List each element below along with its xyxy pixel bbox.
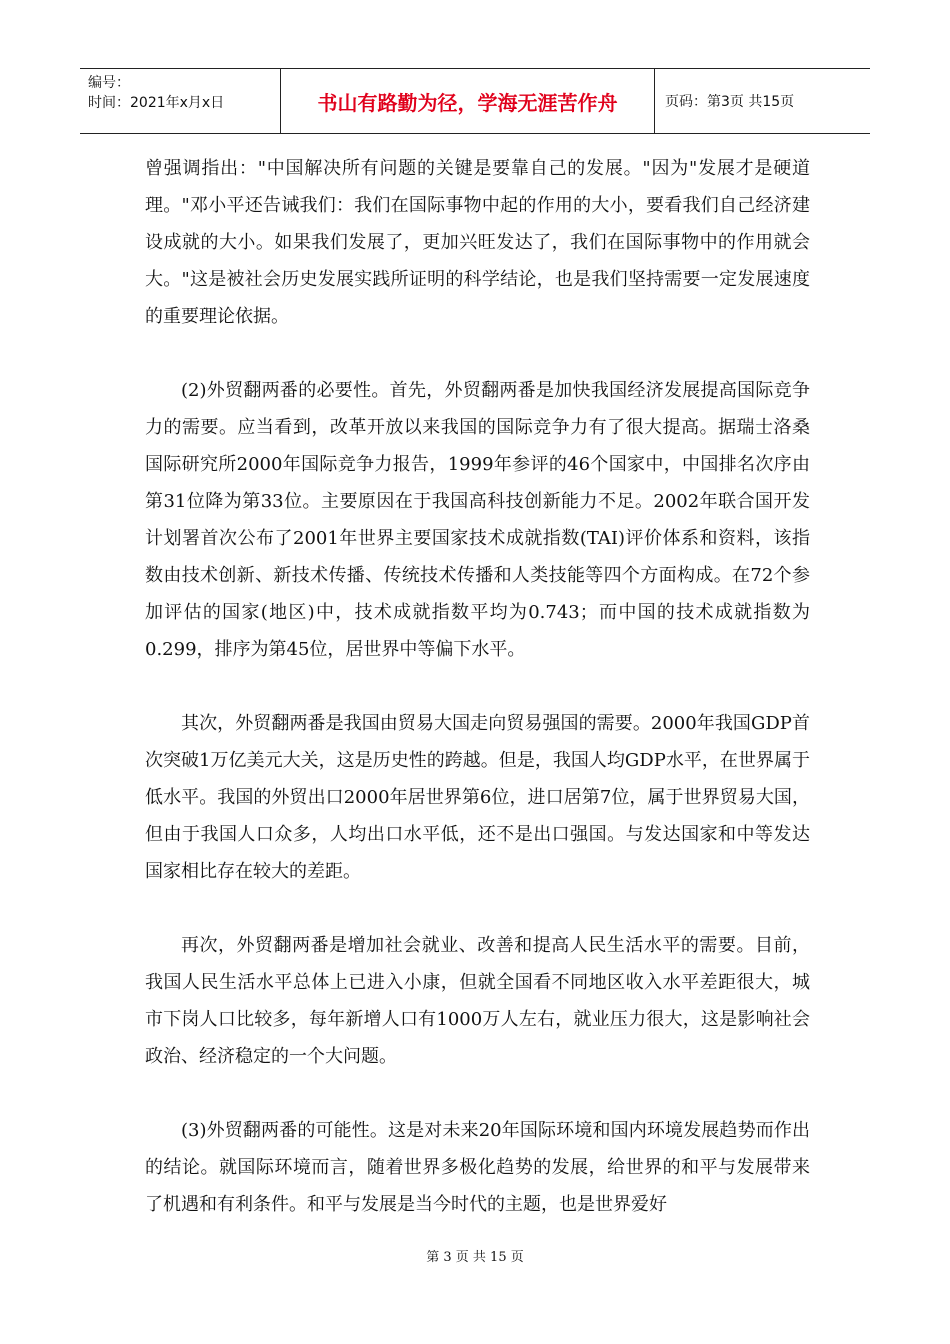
- document-date: 时间：2021年x月x日: [88, 95, 225, 111]
- page-header: [80, 68, 870, 134]
- header-motto: 书山有路勤为径，学海无涯苦作舟: [280, 69, 655, 133]
- paragraph-second-reason: 其次，外贸翻两番是我国由贸易大国走向贸易强国的需要。2000年我国GDP首次突破1万亿美元大关，这是历史性的跨越。但是，我国人均GDP水平，在世界属于低水平。我国的外贸出口2000年居世界第6位，进口居第7位，属于世界贸易大国，但由于我国人口众多，人均出口水平低，还不是出口强国。与发达国家和中等发达国家相比存在较大的差距。: [145, 713, 810, 882]
- header-meta: [80, 69, 280, 133]
- document-number-label: 编号：: [88, 75, 130, 91]
- header-page-info: 页码：第3页 共15页: [665, 94, 795, 110]
- document-body: [145, 150, 810, 1223]
- paragraph-continuation: 曾强调指出："中国解决所有问题的关键是要靠自己的发展。"因为"发展才是硬道理。"邓小平还告诫我们：我们在国际事物中起的作用的大小，要看我们自己经济建设成就的大小。如果我们发展了，更加兴旺发达了，我们在国际事物中的作用就会大。"这是被社会历史发展实践所证明的科学结论，也是我们坚持需要一定发展速度的重要理论依据。: [145, 158, 810, 327]
- paragraph-necessity: (2)外贸翻两番的必要性。首先，外贸翻两番是加快我国经济发展提高国际竞争力的需要。应当看到，改革开放以来我国的国际竞争力有了很大提高。据瑞士洛桑国际研究所2000年国际竞争力报告，1999年参评的46个国家中，中国排名次序由第31位降为第33位。主要原因在于我国高科技创新能力不足。2002年联合国开发计划署首次公布了2001年世界主要国家技术成就指数(TAI)评价体系和资料，该指数由技术创新、新技术传播、传统技术传播和人类技能等四个方面构成。在72个参加评估的国家(地区)中，技术成就指数平均为0.743；而中国的技术成就指数为0.299，排序为第45位，居世界中等偏下水平。: [145, 380, 810, 660]
- paragraph-possibility: (3)外贸翻两番的可能性。这是对未来20年国际环境和国内环境发展趋势而作出的结论。就国际环境而言，随着世界多极化趋势的发展，给世界的和平与发展带来了机遇和有利条件。和平与发展是当今时代的主题，也是世界爱好: [145, 1120, 810, 1215]
- paragraph-third-reason: 再次，外贸翻两番是增加社会就业、改善和提高人民生活水平的需要。目前，我国人民生活水平总体上已进入小康，但就全国看不同地区收入水平差距很大，城市下岗人口比较多，每年新增人口有1000万人左右，就业压力很大，这是影响社会政治、经济稳定的一个大问题。: [145, 935, 810, 1067]
- page-footer: 第 3 页 共 15 页: [426, 1250, 524, 1265]
